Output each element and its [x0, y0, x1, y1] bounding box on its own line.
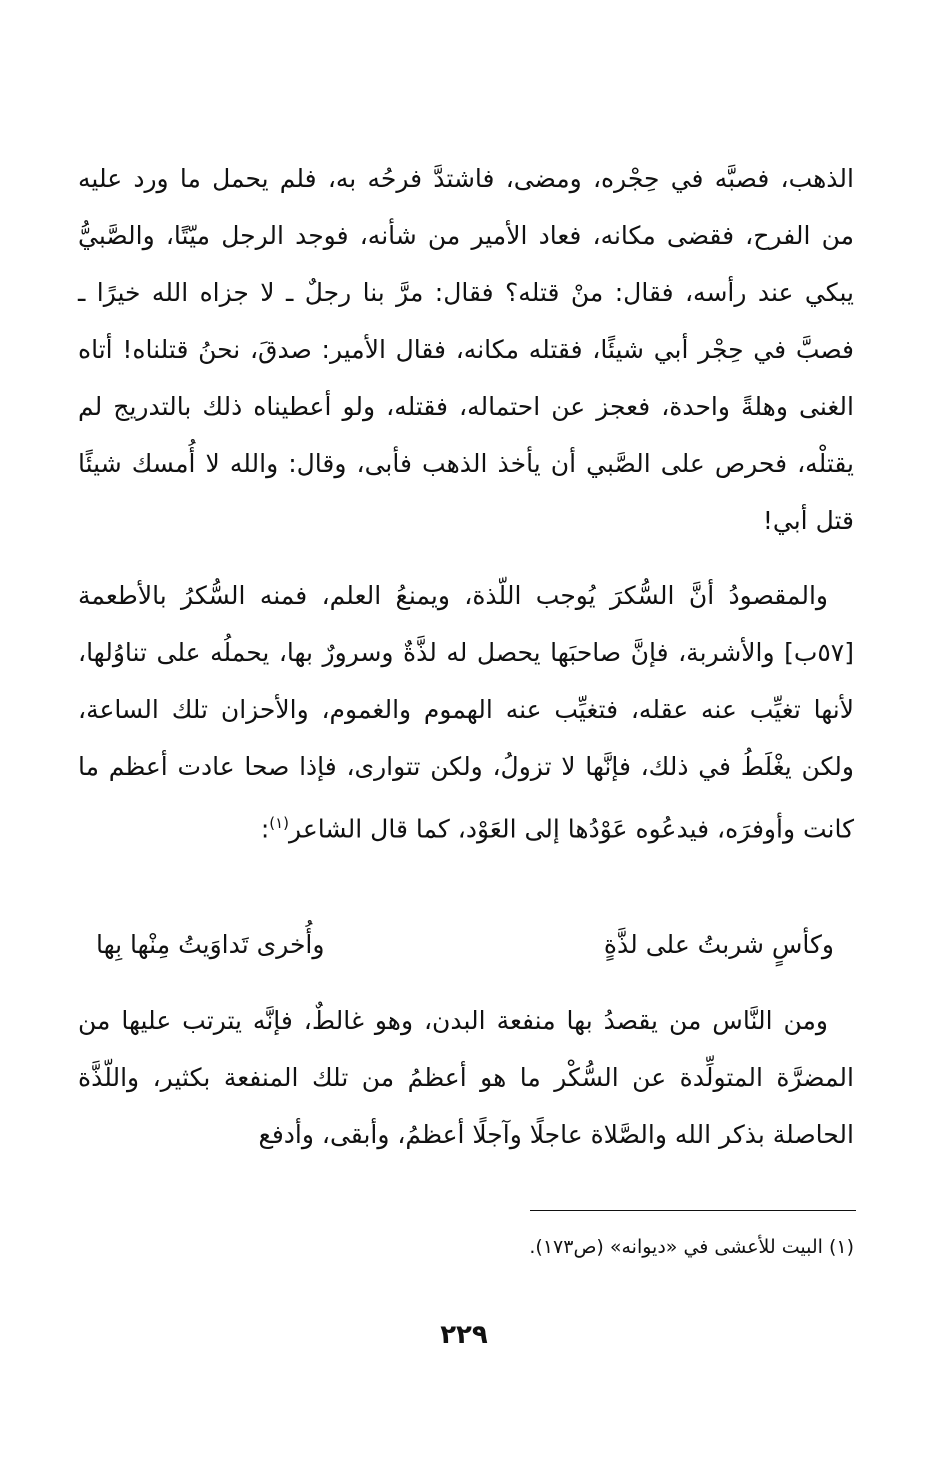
paragraph-2 [78, 567, 854, 857]
main-text-block [78, 150, 854, 857]
page-number: ٢٢٩ [440, 1320, 488, 1350]
verse-first-hemistich: وكأسٍ شربتُ على لذَّةٍ [603, 930, 834, 959]
paragraph-1: الذهب، فصبَّه في حِجْره، ومضى، فاشتدَّ فرحُه به، فلم يحمل ما ورد عليه من الفرح، فقضى مكانه، فعاد الأمير من شأنه، فوجد الرجل ميّتًا، والصَّبيُّ يبكي عند رأسه، فقال: منْ قتله؟ فقال: مرَّ بنا رجلٌ ـ لا جزاه الله خيرًا ـ فصبَّ في حِجْر أبي شيئًا، فقتله مكانه، فقال الأمير: صدقَ، نحنُ قتلناه! أتاه الغنى وهلةً واحدة، فعجز عن احتماله، فقتله، ولو أعطيناه ذلك بالتدريج لم يقتلْه، فحرص على الصَّبي أن يأخذ الذهب فأبى، وقال: والله لا أُمسك شيئًا قتل أبي! [78, 164, 854, 535]
paragraph-2-colon: : [260, 814, 270, 844]
footnote-reference: (١) [269, 814, 290, 832]
footnote-separator [530, 1210, 856, 1211]
footnote: (١) البيت للأعشى في «ديوانه» (ص١٧٣). [529, 1236, 854, 1258]
poetry-verse [78, 916, 854, 973]
main-text-block-2 [78, 992, 854, 1163]
paragraph-2-text: والمقصودُ أنَّ السُّكرَ يُوجب اللّذة، ويمنعُ العلم، فمنه السُّكرُ بالأطعمة [٥٧ب] والأشربة، فإنَّ صاحبَها يحصل له لذَّةٌ وسرورٌ بها، يحملُه على تناوُلها، لأنها تغيِّب عنه عقله، فتغيِّب عنه الهموم والغموم، والأحزان تلك الساعة، ولكن يغْلَطُ في ذلك، فإنَّها لا تزولُ، ولكن تتوارى، فإذا صحا عادت أعظم ما كانت وأوفرَه، فيدعُوه عَوْدُها إلى العَوْد، كما قال الشاعر [78, 581, 854, 844]
paragraph-3: ومن النَّاس من يقصدُ بها منفعة البدن، وهو غالطٌ، فإنَّه يترتب عليها من المضرَّة المتولِّدة عن السُّكْر ما هو أعظمُ من تلك المنفعة بكثير، واللّذَّة الحاصلة بذكر الله والصَّلاة عاجلًا وآجلًا أعظمُ، وأبقى، وأدفع [78, 1006, 854, 1149]
verse-second-hemistich: وأُخرى تَداوَيتُ مِنْها بِها [96, 930, 325, 959]
